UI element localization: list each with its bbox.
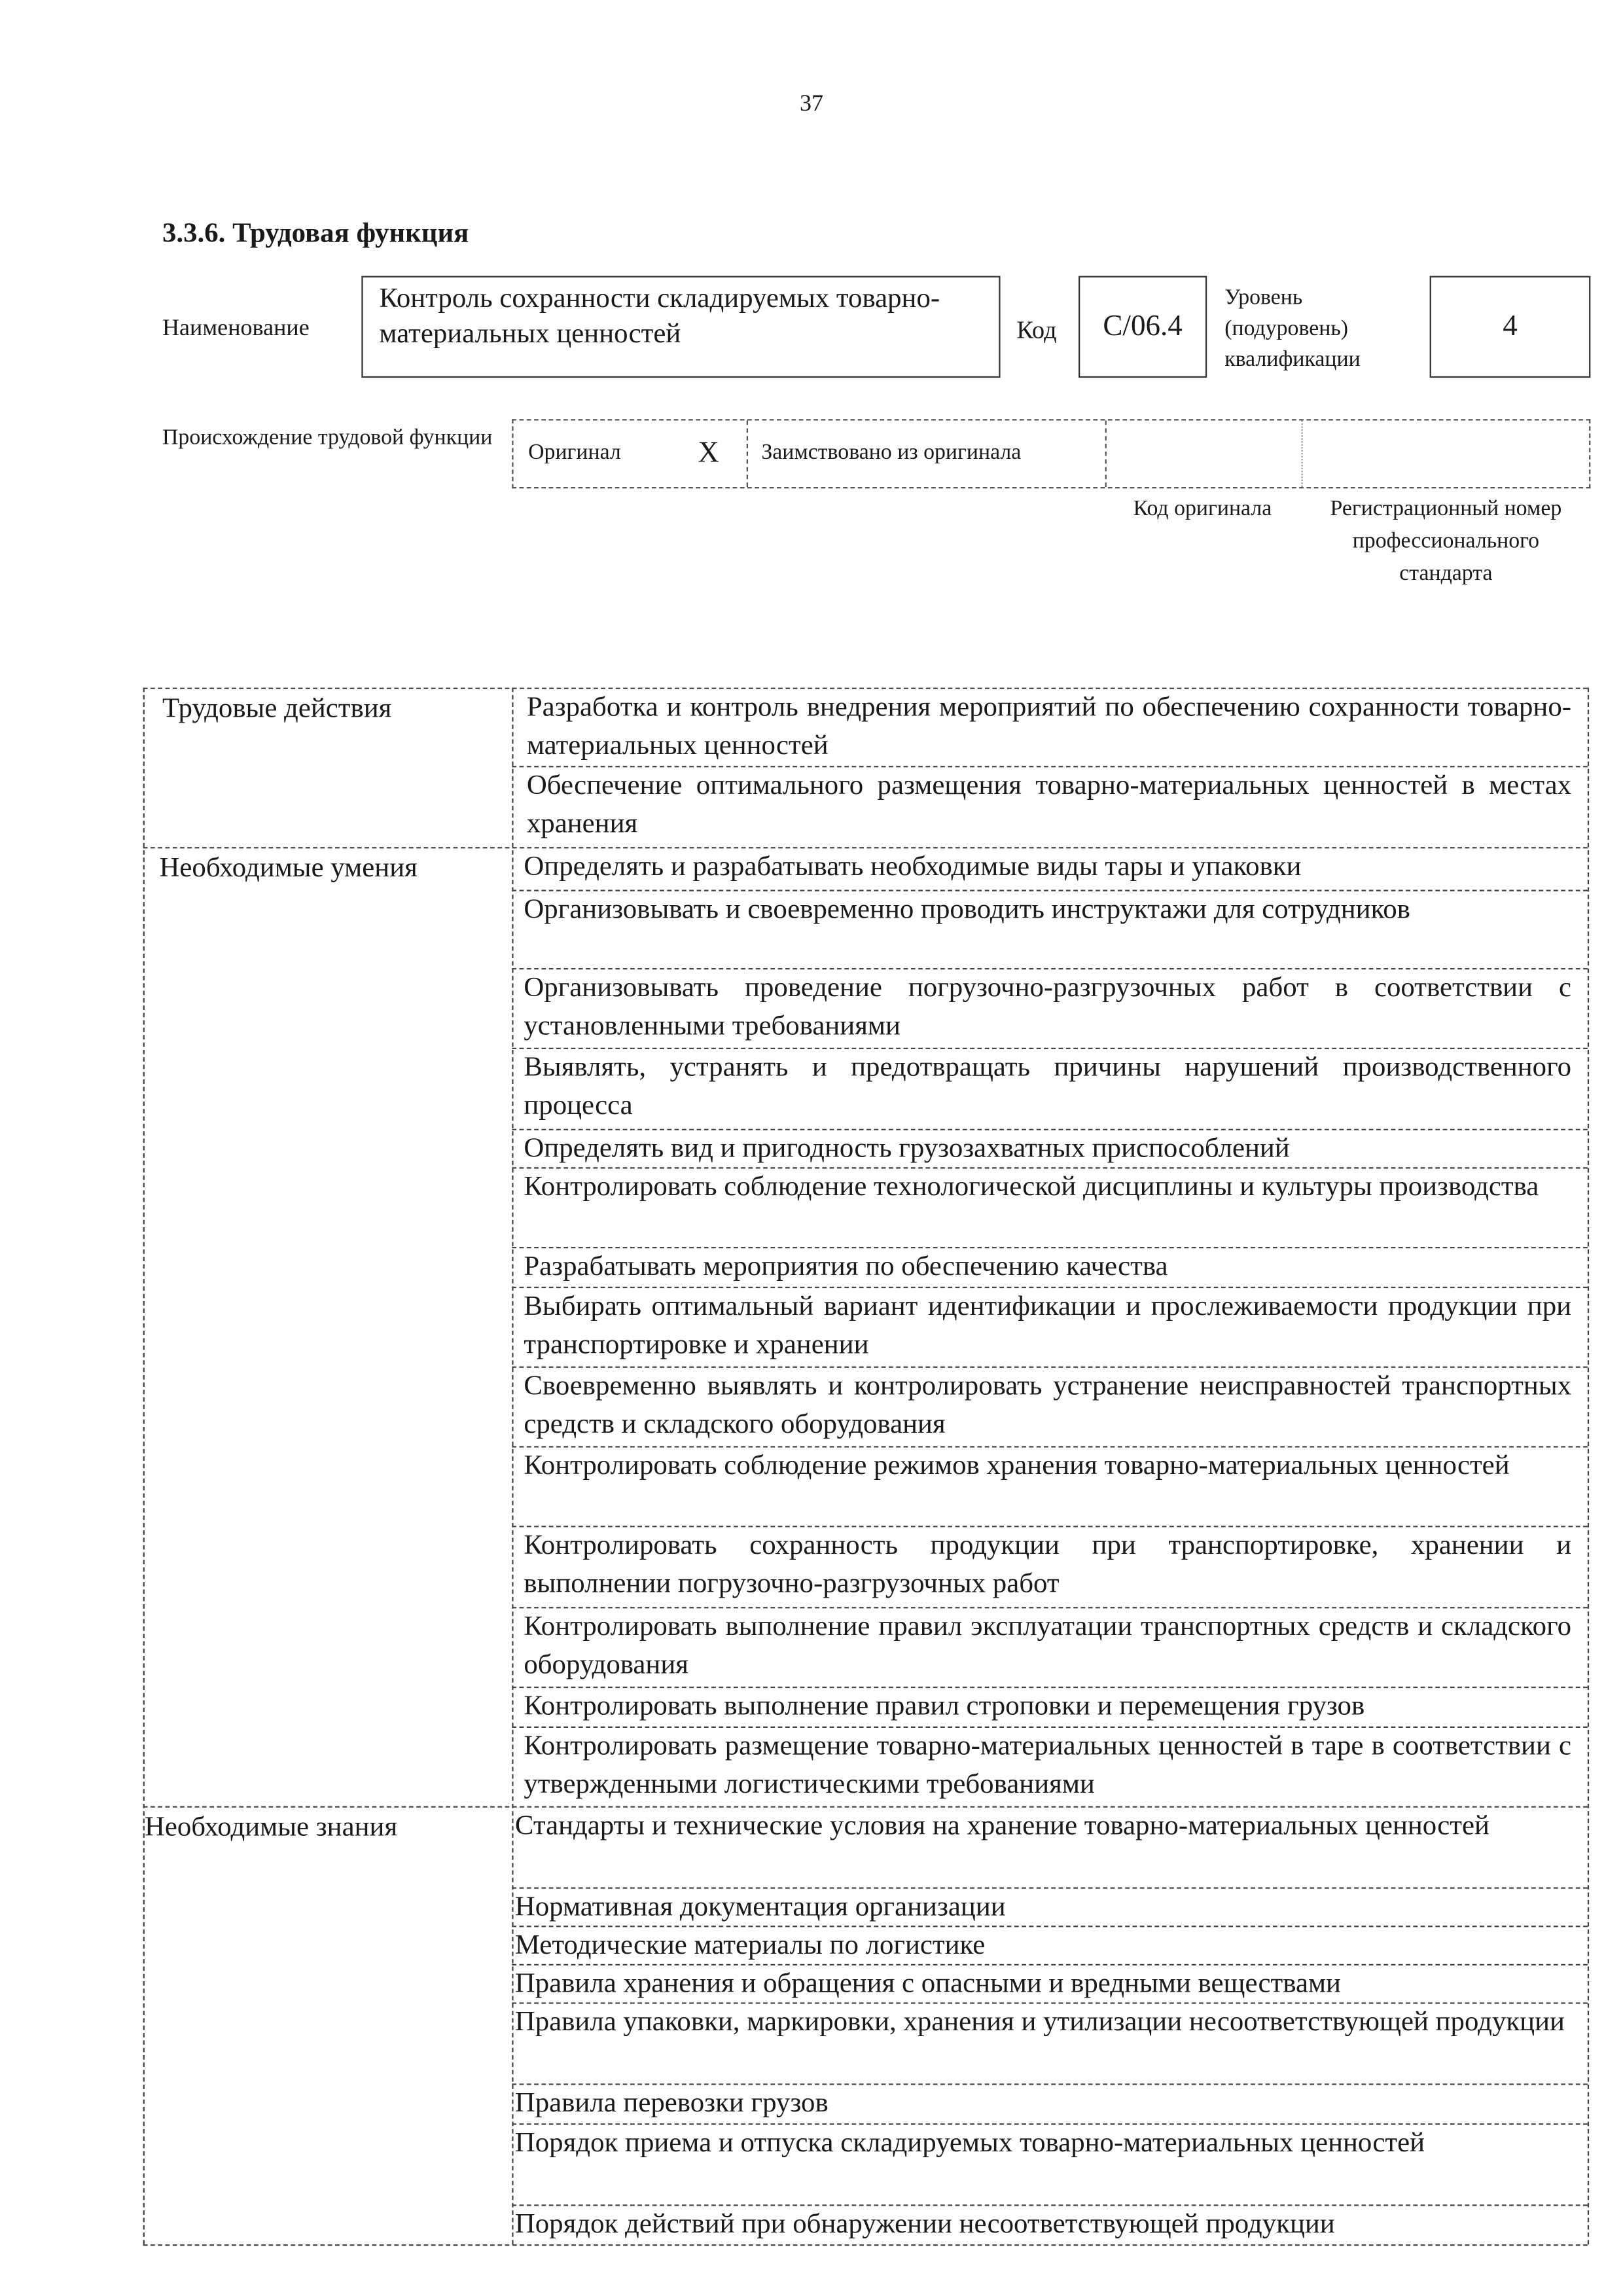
level-value: 4 <box>1503 310 1518 343</box>
table-border-right <box>1588 688 1589 2244</box>
borrowed-label: Заимствовано из оригинала <box>761 441 1022 465</box>
table-cell: Организовывать и своевременно проводить инструктажи для сотрудников <box>524 894 1410 925</box>
table-cell: Контролировать выполнение правил эксплуатации транспортных средств и складского оборудования <box>524 1611 1572 1681</box>
table-cell: Контролировать выполнение правил строповки и перемещения грузов <box>524 1691 1365 1723</box>
table-border-bottom <box>143 2244 1588 2246</box>
table-cell: Порядок действий при обнаружении несоответствующей продукции <box>514 2208 1335 2240</box>
name-value-box <box>361 276 1000 378</box>
code-value: С/06.4 <box>1103 310 1183 343</box>
category-label: Трудовые действия <box>162 693 392 725</box>
original-label: Оригинал <box>528 441 621 465</box>
table-cell: Методические материалы по логистике <box>514 1929 986 1962</box>
origin-row <box>512 419 1590 488</box>
table-cell: Определять и разрабатывать необходимые виды тары и упаковки <box>524 851 1302 883</box>
origin-divider <box>1105 421 1107 487</box>
code-original-caption: Код оригинала <box>1133 497 1272 521</box>
category-label: Необходимые умения <box>159 853 418 884</box>
table-cell: Выявлять, устранять и предотвращать причины нарушений производственного процесса <box>524 1052 1572 1122</box>
level-value-box <box>1430 276 1591 378</box>
table-cell: Стандарты и технические условия на хранение товарно-материальных ценностей <box>514 1810 1489 1842</box>
table-border-left <box>143 688 145 2244</box>
table-cell: Контролировать соблюдение режимов хранения товарно-материальных ценностей <box>524 1450 1510 1482</box>
original-mark: X <box>698 437 719 469</box>
table-column-divider <box>512 688 513 2244</box>
table-cell: Разработка и контроль внедрения мероприятий по обеспечению сохранности товарно-материальных ценностей <box>526 692 1572 762</box>
table-cell: Правила хранения и обращения с опасными и вредными веществами <box>514 1968 1341 2000</box>
table-cell: Обеспечение оптимального размещения товарно-материальных ценностей в местах хранения <box>526 770 1572 840</box>
level-label: Уровень (подуровень) квалификации <box>1224 286 1361 372</box>
table-cell: Своевременно выявлять и контролировать устранение неисправностей транспортных средств и складского оборудования <box>524 1371 1572 1441</box>
origin-label: Происхождение трудовой функции <box>162 426 493 450</box>
table-cell: Контролировать сохранность продукции при транспортировке, хранении и выполнении погрузочно-разгрузочных работ <box>524 1530 1572 1600</box>
table-cell: Порядок приема и отпуска складируемых товарно-материальных ценностей <box>514 2127 1425 2159</box>
table-cell: Контролировать соблюдение технологической дисциплины и культуры производства <box>524 1172 1539 1203</box>
code-value-box <box>1079 276 1207 378</box>
table-cell: Определять вид и пригодность грузозахватных приспособлений <box>524 1133 1290 1164</box>
reg-number-caption: Регистрационный номер профессионального стандарта <box>1330 497 1562 586</box>
category-label: Необходимые знания <box>144 1812 398 1843</box>
table-cell: Организовывать проведение погрузочно-разгрузочных работ в соответствии с установленными требованиями <box>524 972 1572 1042</box>
page-number: 37 <box>799 91 824 117</box>
name-value: Контроль сохранности складируемых товарно-материальных ценностей <box>379 283 940 350</box>
table-cell: Нормативная документация организации <box>514 1892 1006 1923</box>
name-label: Наименование <box>162 315 310 341</box>
table-cell: Разрабатывать мероприятия по обеспечению качества <box>524 1251 1168 1283</box>
code-label: Код <box>1016 315 1057 344</box>
section-title: 3.3.6. Трудовая функция <box>162 218 469 250</box>
table-cell: Правила перевозки грузов <box>514 2088 829 2119</box>
origin-divider <box>747 421 748 487</box>
origin-divider <box>1301 421 1302 487</box>
table-cell: Контролировать размещение товарно-материальных ценностей в таре в соответствии с утвержденными логистическими требованиями <box>524 1731 1572 1801</box>
table-cell: Выбирать оптимальный вариант идентификации и прослеживаемости продукции при транспортировке и хранении <box>524 1291 1572 1361</box>
table-cell: Правила упаковки, маркировки, хранения и утилизации несоответствующей продукции <box>514 2007 1565 2038</box>
